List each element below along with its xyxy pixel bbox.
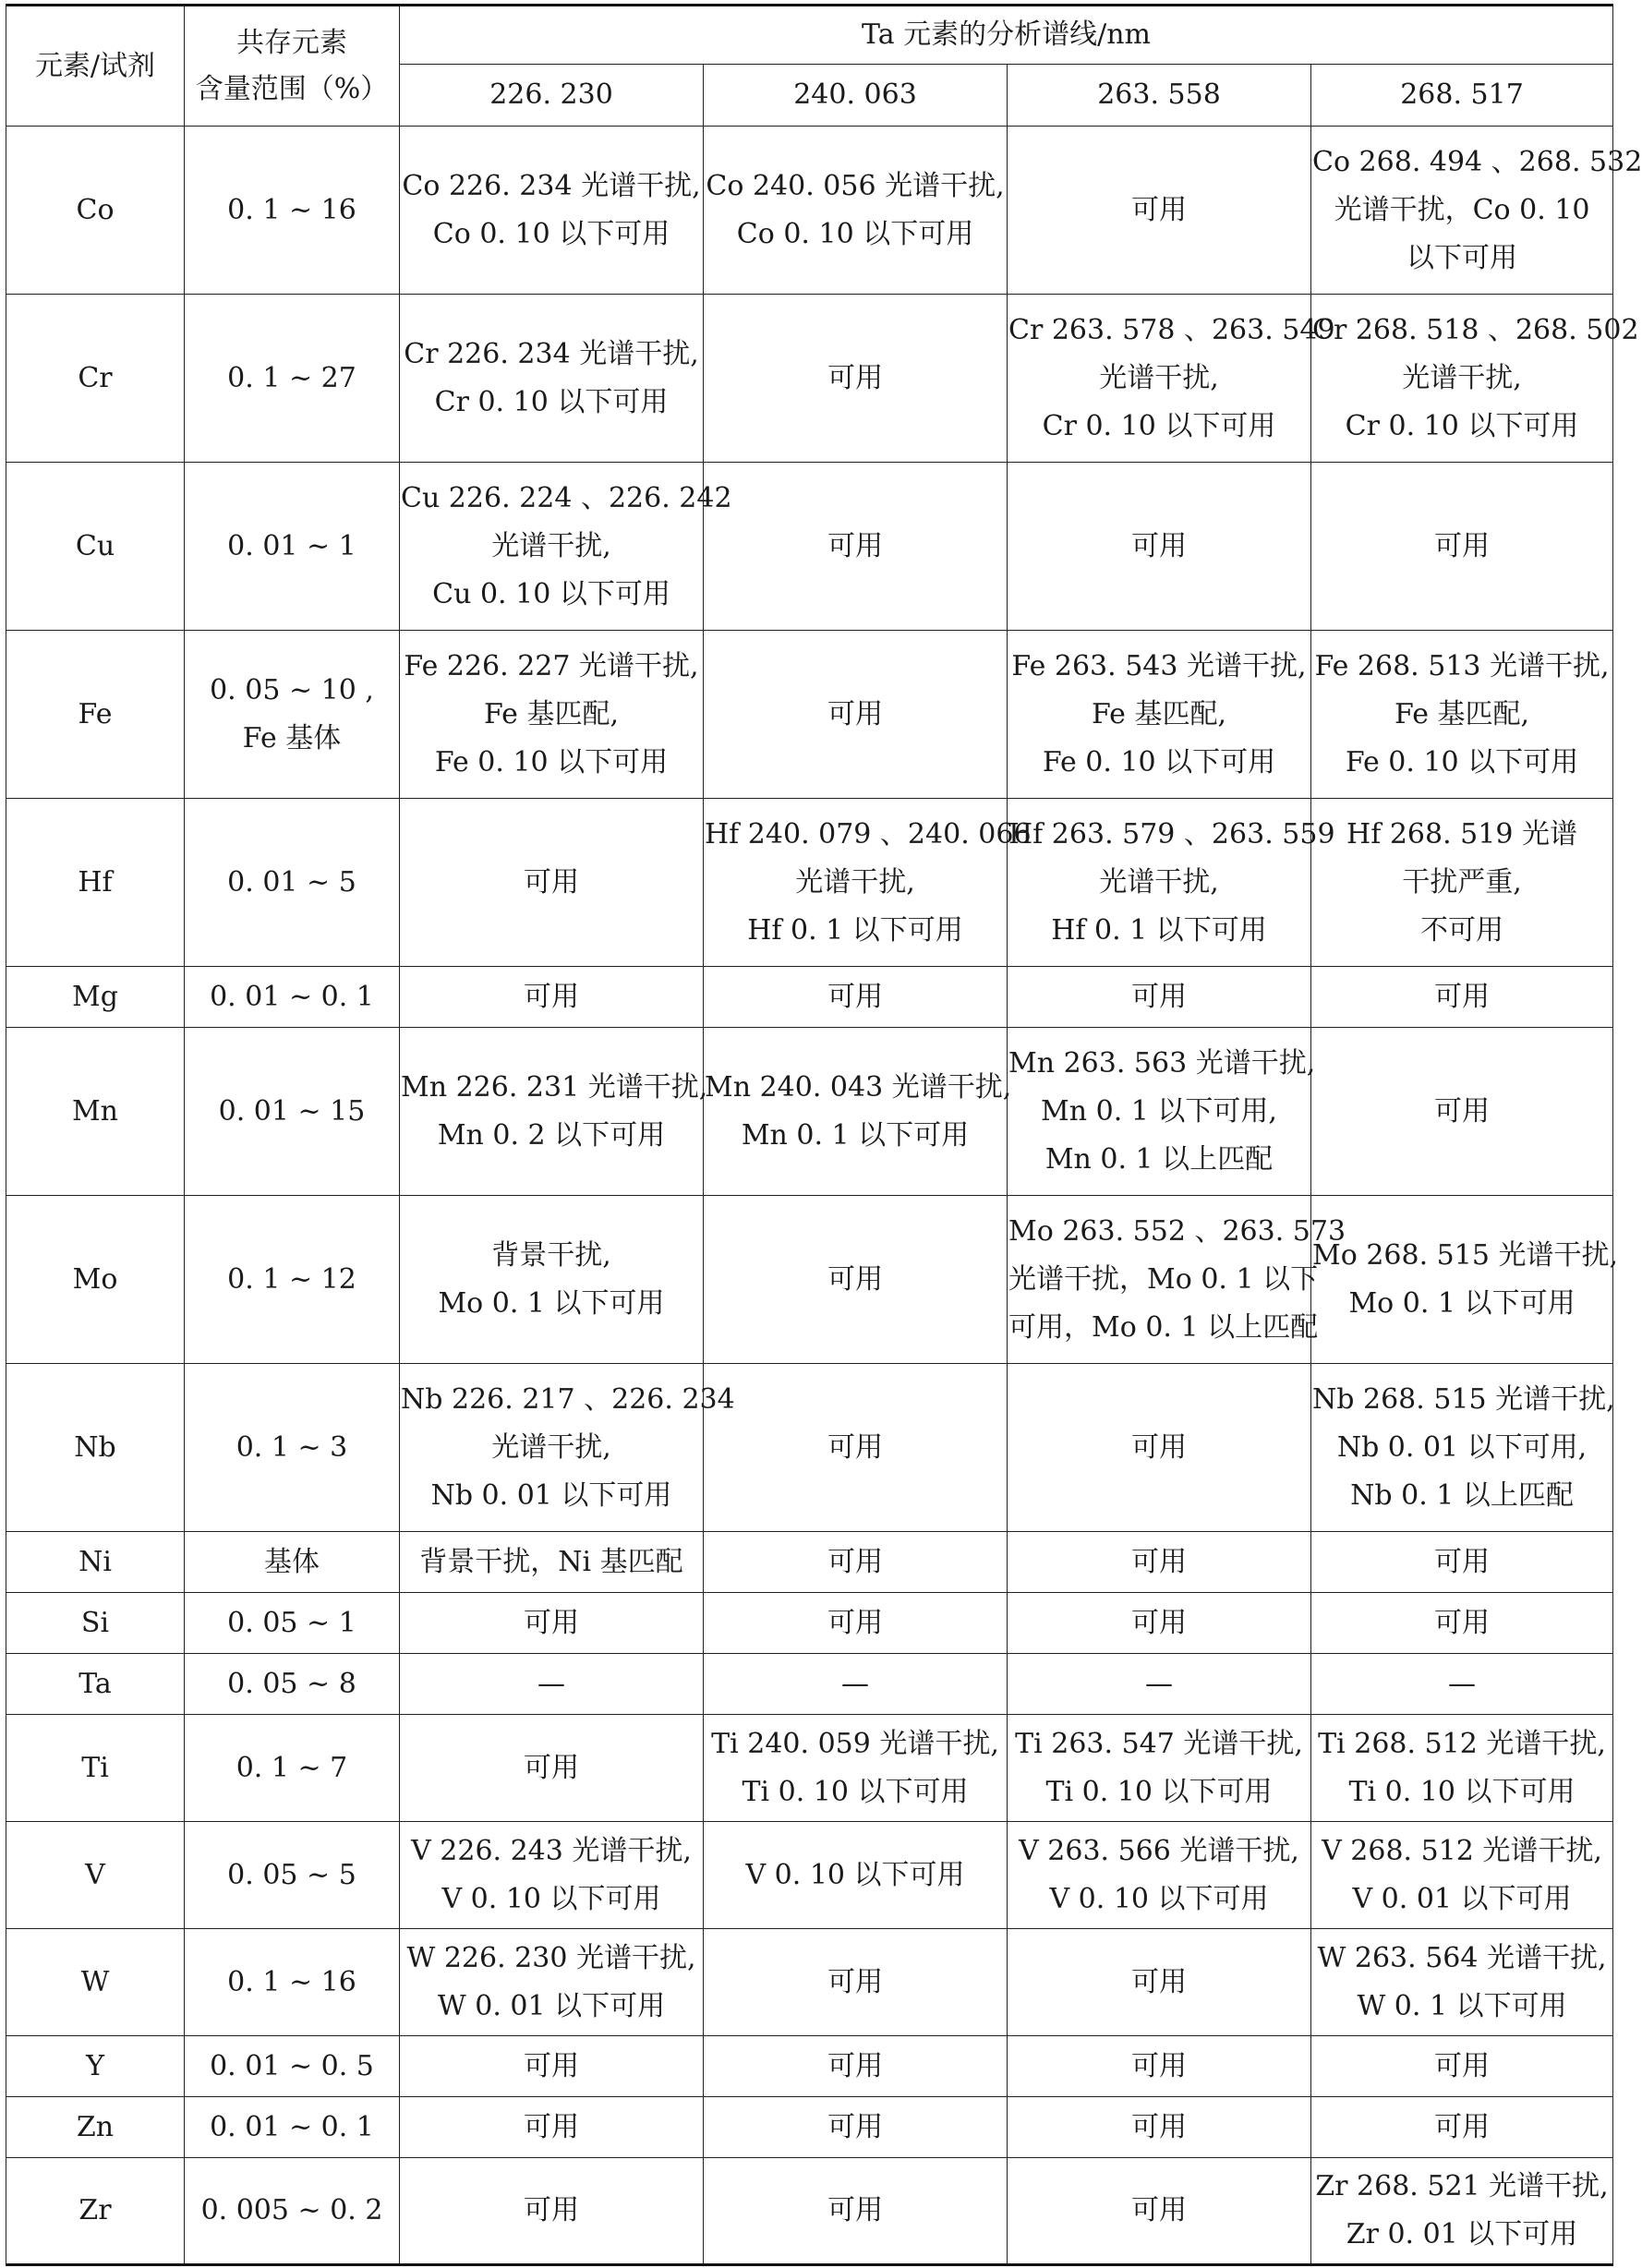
range-cell bbox=[185, 2097, 400, 2158]
range-line: 0. 01 ~ 0. 1 bbox=[210, 2110, 374, 2143]
cell-line: 光谱干扰, bbox=[1099, 865, 1219, 899]
cell-line: Fe 263. 543 光谱干扰, bbox=[1011, 649, 1307, 682]
cell-line: Mn 0. 1 以上匹配 bbox=[1044, 1142, 1274, 1176]
interference-cell bbox=[704, 2036, 1008, 2097]
range-cell bbox=[185, 1532, 400, 1593]
element-cell: Y bbox=[6, 2036, 185, 2097]
cell-line: 可用 bbox=[1131, 1430, 1187, 1464]
range-cell bbox=[185, 799, 400, 967]
cell-line: V 263. 566 光谱干扰, bbox=[1019, 1834, 1299, 1867]
cell-line: Mo 263. 552 、263. 573 bbox=[1008, 1214, 1346, 1248]
cell-line: Mo 268. 515 光谱干扰, bbox=[1312, 1238, 1618, 1272]
cell-line: Fe 0. 10 以下可用 bbox=[1042, 745, 1276, 778]
element-cell: Zn bbox=[6, 2097, 185, 2158]
cell-line: 可用 bbox=[1434, 1094, 1491, 1128]
interference-cell bbox=[1311, 2036, 1613, 2097]
interference-cell bbox=[1311, 1593, 1613, 1654]
cell-line: — bbox=[1448, 1667, 1477, 1700]
range-cell bbox=[185, 2036, 400, 2097]
range-line: 0. 005 ~ 0. 2 bbox=[200, 2194, 383, 2226]
interference-cell bbox=[1311, 1532, 1613, 1593]
cell-line: Cu 226. 224 、226. 242 bbox=[401, 481, 732, 514]
cell-line: Nb 268. 515 光谱干扰, bbox=[1312, 1382, 1615, 1416]
interference-cell bbox=[1008, 295, 1335, 463]
table-row bbox=[6, 1715, 1613, 1822]
cell-line: 可用 bbox=[1131, 1545, 1187, 1578]
interference-cell bbox=[1008, 1196, 1346, 1364]
cell-line: Mn 263. 563 光谱干扰, bbox=[1008, 1046, 1316, 1080]
range-line: 0. 1 ~ 16 bbox=[227, 1965, 356, 1998]
cell-line: 光谱干扰, bbox=[795, 865, 915, 899]
interference-cell bbox=[1008, 1929, 1311, 2036]
interference-cell bbox=[1008, 799, 1335, 967]
cell-line: 光谱干扰, bbox=[491, 529, 611, 562]
cell-line: Fe 基匹配, bbox=[483, 697, 619, 730]
cell-line: Nb 0. 01 以下可用 bbox=[430, 1478, 672, 1512]
range-cell bbox=[185, 1929, 400, 2036]
interference-cell bbox=[704, 127, 1008, 295]
element-cell: Ti bbox=[6, 1715, 185, 1822]
range-cell bbox=[185, 967, 400, 1028]
range-line: 0. 01 ~ 5 bbox=[227, 865, 356, 899]
cell-line: — bbox=[841, 1667, 869, 1700]
cell-line: — bbox=[1145, 1667, 1173, 1700]
interference-cell bbox=[704, 1715, 1008, 1822]
cell-line: Ti 240. 059 光谱干扰, bbox=[711, 1727, 999, 1760]
interference-cell bbox=[1311, 127, 1642, 295]
table-row bbox=[6, 2036, 1613, 2097]
range-line: 0. 05 ~ 8 bbox=[227, 1667, 356, 1700]
header-range-line2: 含量范围（%） bbox=[195, 72, 389, 105]
interference-cell bbox=[1008, 1364, 1311, 1532]
cell-line: 可用 bbox=[524, 1751, 579, 1784]
interference-cell bbox=[1311, 967, 1613, 1028]
interference-cell bbox=[704, 1654, 1008, 1715]
interference-cell bbox=[1311, 1822, 1613, 1929]
table-row bbox=[6, 463, 1613, 631]
cell-line: V 0. 01 以下可用 bbox=[1352, 1882, 1572, 1915]
cell-line: Fe 基匹配, bbox=[1394, 697, 1530, 730]
cell-line: 可用 bbox=[524, 2194, 579, 2226]
cell-line: 可用 bbox=[1131, 1965, 1187, 1998]
table-row bbox=[6, 1028, 1613, 1196]
range-line: 0. 01 ~ 0. 5 bbox=[210, 2049, 374, 2082]
cell-line: 可用 bbox=[1434, 1545, 1491, 1578]
cell-line: Hf 268. 519 光谱 bbox=[1346, 817, 1577, 850]
interference-cell bbox=[1008, 2036, 1311, 2097]
range-cell bbox=[185, 2158, 400, 2265]
table-row bbox=[6, 2097, 1613, 2158]
interference-cell bbox=[400, 631, 704, 799]
interference-cell bbox=[704, 463, 1008, 631]
element-cell: Nb bbox=[6, 1364, 185, 1532]
cell-line: 可用 bbox=[1131, 2194, 1187, 2226]
table-row bbox=[6, 799, 1613, 967]
range-line: 0. 01 ~ 0. 1 bbox=[210, 980, 374, 1013]
table-row bbox=[6, 1593, 1613, 1654]
table-row bbox=[6, 295, 1613, 463]
range-line: 0. 05 ~ 1 bbox=[227, 1606, 356, 1639]
cell-line: 可用 bbox=[1131, 529, 1187, 562]
interference-cell bbox=[400, 2158, 704, 2265]
cell-line: Co 0. 10 以下可用 bbox=[736, 217, 974, 250]
interference-cell bbox=[1311, 1028, 1613, 1196]
interference-cell bbox=[1311, 1196, 1618, 1364]
cell-line: Mn 240. 043 光谱干扰, bbox=[705, 1070, 1012, 1104]
cell-line: 可用 bbox=[827, 697, 883, 730]
cell-line: Fe 268. 513 光谱干扰, bbox=[1314, 649, 1610, 682]
cell-line: 可用 bbox=[827, 1430, 883, 1464]
table-wrapper bbox=[6, 4, 1642, 2266]
cell-line: Mn 0. 2 以下可用 bbox=[437, 1118, 666, 1152]
cell-line: 可用 bbox=[827, 1545, 883, 1578]
interference-cell bbox=[1008, 1715, 1311, 1822]
cell-line: Ti 268. 512 光谱干扰, bbox=[1318, 1727, 1606, 1760]
range-line: Fe 基体 bbox=[242, 721, 342, 754]
range-cell bbox=[185, 295, 400, 463]
cell-line: 可用 bbox=[827, 529, 883, 562]
interference-cell bbox=[704, 1593, 1008, 1654]
interference-cell bbox=[400, 967, 704, 1028]
interference-cell bbox=[1008, 1532, 1311, 1593]
header-element: 元素/试剂 bbox=[6, 6, 185, 127]
cell-line: V 268. 512 光谱干扰, bbox=[1322, 1834, 1602, 1867]
interference-cell bbox=[1008, 1028, 1316, 1196]
table-row bbox=[6, 127, 1613, 295]
cell-line: 可用 bbox=[827, 1606, 883, 1639]
cell-line: 可用 bbox=[1434, 2049, 1491, 2082]
cell-line: 可用 bbox=[524, 865, 579, 899]
interference-cell bbox=[1008, 127, 1311, 295]
table-row bbox=[6, 1532, 1613, 1593]
element-cell: Mg bbox=[6, 967, 185, 1028]
cell-line: Nb 226. 217 、226. 234 bbox=[401, 1382, 735, 1416]
interference-cell bbox=[400, 1364, 735, 1532]
cell-line: Co 0. 10 以下可用 bbox=[432, 217, 670, 250]
range-line: 0. 1 ~ 3 bbox=[235, 1430, 348, 1464]
cell-line: Hf 263. 579 、263. 559 bbox=[1008, 817, 1335, 850]
interference-cell bbox=[400, 1593, 704, 1654]
cell-line: 背景干扰, bbox=[491, 1238, 611, 1272]
cell-line: 可用 bbox=[1131, 193, 1187, 226]
table-row bbox=[6, 1654, 1613, 1715]
cell-line: 光谱干扰，Co 0. 10 bbox=[1334, 193, 1590, 226]
cell-line: Ti 0. 10 以下可用 bbox=[1045, 1775, 1273, 1808]
cell-line: 可用 bbox=[827, 1262, 883, 1296]
interference-cell bbox=[1311, 1364, 1613, 1532]
table-row bbox=[6, 967, 1613, 1028]
cell-line: W 226. 230 光谱干扰, bbox=[406, 1941, 696, 1974]
cell-line: 可用 bbox=[827, 361, 883, 394]
range-cell bbox=[185, 1364, 400, 1532]
header-wavelength: 240. 063 bbox=[704, 65, 1008, 127]
element-cell: Si bbox=[6, 1593, 185, 1654]
range-cell bbox=[185, 1654, 400, 1715]
interference-cell bbox=[400, 1929, 704, 2036]
element-cell: Cu bbox=[6, 463, 185, 631]
interference-cell bbox=[704, 1196, 1008, 1364]
interference-cell bbox=[400, 2097, 704, 2158]
cell-line: Co 268. 494 、268. 532 bbox=[1312, 145, 1642, 178]
range-cell bbox=[185, 127, 400, 295]
interference-cell bbox=[400, 1715, 704, 1822]
interference-cell bbox=[704, 967, 1008, 1028]
table-row bbox=[6, 631, 1613, 799]
interference-cell bbox=[1311, 463, 1613, 631]
element-cell: Ta bbox=[6, 1654, 185, 1715]
table-row bbox=[6, 1364, 1613, 1532]
cell-line: Mn 0. 1 以下可用, bbox=[1041, 1094, 1277, 1128]
interference-cell bbox=[1008, 967, 1311, 1028]
cell-line: Fe 0. 10 以下可用 bbox=[434, 745, 669, 778]
table-header bbox=[6, 6, 1613, 127]
header-range-line1: 共存元素 bbox=[236, 26, 347, 59]
interference-table bbox=[6, 4, 1642, 2266]
range-cell bbox=[185, 1593, 400, 1654]
cell-line: 可用 bbox=[524, 2049, 579, 2082]
interference-cell bbox=[400, 1196, 704, 1364]
cell-line: Cu 0. 10 以下可用 bbox=[432, 577, 670, 610]
interference-cell bbox=[400, 2036, 704, 2097]
cell-line: Fe 0. 10 以下可用 bbox=[1345, 745, 1579, 778]
cell-line: 可用 bbox=[524, 1606, 579, 1639]
interference-cell bbox=[704, 295, 1008, 463]
header-wavelength: 263. 558 bbox=[1008, 65, 1311, 127]
cell-line: 可用 bbox=[827, 2194, 883, 2226]
header-range bbox=[185, 6, 400, 127]
interference-cell bbox=[1008, 631, 1311, 799]
cell-line: Cr 263. 578 、263. 549 bbox=[1008, 313, 1335, 346]
cell-line: 可用，Mo 0. 1 以上匹配 bbox=[1008, 1310, 1319, 1344]
interference-cell bbox=[1311, 295, 1639, 463]
range-cell bbox=[185, 463, 400, 631]
element-cell: Co bbox=[6, 127, 185, 295]
cell-line: Cr 0. 10 以下可用 bbox=[1345, 409, 1579, 442]
interference-cell bbox=[704, 2097, 1008, 2158]
cell-line: 可用 bbox=[1131, 2110, 1187, 2143]
range-cell bbox=[185, 631, 400, 799]
cell-line: Cr 226. 234 光谱干扰, bbox=[404, 337, 699, 370]
interference-cell bbox=[1311, 2158, 1613, 2265]
interference-cell bbox=[1311, 1715, 1613, 1822]
element-cell: Hf bbox=[6, 799, 185, 967]
interference-cell bbox=[1311, 1654, 1613, 1715]
interference-cell bbox=[1311, 799, 1613, 967]
cell-line: 可用 bbox=[1434, 1606, 1491, 1639]
range-line: 0. 1 ~ 27 bbox=[227, 361, 356, 394]
interference-cell bbox=[400, 295, 704, 463]
interference-cell bbox=[400, 1532, 704, 1593]
cell-line: Mn 0. 1 以下可用 bbox=[741, 1118, 970, 1152]
cell-line: Mn 226. 231 光谱干扰, bbox=[401, 1070, 708, 1104]
interference-cell bbox=[400, 799, 704, 967]
cell-line: Zr 268. 521 光谱干扰, bbox=[1315, 2170, 1609, 2202]
range-line: 基体 bbox=[264, 1545, 320, 1578]
element-cell: V bbox=[6, 1822, 185, 1929]
cell-line: W 0. 01 以下可用 bbox=[437, 1989, 666, 2022]
cell-line: Mo 0. 1 以下可用 bbox=[1348, 1286, 1576, 1320]
interference-cell bbox=[400, 1822, 704, 1929]
interference-cell bbox=[704, 2158, 1008, 2265]
cell-line: Hf 240. 079 、240. 066 bbox=[705, 817, 1032, 850]
range-line: 0. 01 ~ 15 bbox=[218, 1094, 366, 1128]
cell-line: 可用 bbox=[827, 1965, 883, 1998]
range-line: 0. 1 ~ 7 bbox=[235, 1751, 348, 1784]
interference-cell bbox=[400, 1654, 704, 1715]
interference-cell bbox=[704, 1929, 1008, 2036]
cell-line: W 0. 1 以下可用 bbox=[1357, 1989, 1567, 2022]
table-body bbox=[6, 127, 1642, 2265]
interference-cell bbox=[1008, 2158, 1311, 2265]
range-cell bbox=[185, 1822, 400, 1929]
element-cell: Mo bbox=[6, 1196, 185, 1364]
cell-line: 光谱干扰, bbox=[1099, 361, 1219, 394]
cell-line: 可用 bbox=[1131, 2049, 1187, 2082]
interference-cell bbox=[1008, 2097, 1311, 2158]
range-line: 0. 01 ~ 1 bbox=[227, 529, 356, 562]
range-cell bbox=[185, 1715, 400, 1822]
cell-line: W 263. 564 光谱干扰, bbox=[1317, 1941, 1607, 1974]
cell-line: Zr 0. 01 以下可用 bbox=[1346, 2218, 1578, 2250]
cell-line: 可用 bbox=[524, 980, 579, 1013]
range-line: 0. 05 ~ 5 bbox=[227, 1858, 356, 1891]
cell-line: 不可用 bbox=[1420, 913, 1504, 947]
cell-line: 可用 bbox=[1131, 980, 1187, 1013]
element-cell: Zr bbox=[6, 2158, 185, 2265]
cell-line: 光谱干扰, bbox=[1402, 361, 1522, 394]
interference-cell bbox=[1008, 463, 1311, 631]
interference-cell bbox=[1311, 631, 1613, 799]
interference-cell bbox=[1008, 1593, 1311, 1654]
interference-cell bbox=[704, 631, 1008, 799]
cell-line: Hf 0. 1 以下可用 bbox=[1051, 913, 1267, 947]
cell-line: Fe 基匹配, bbox=[1091, 697, 1226, 730]
range-cell bbox=[185, 1028, 400, 1196]
table-row bbox=[6, 1929, 1613, 2036]
interference-cell bbox=[704, 1822, 1008, 1929]
cell-line: 以下可用 bbox=[1407, 241, 1518, 274]
header-group-label: Ta 元素的分析谱线/nm bbox=[400, 6, 1613, 65]
interference-cell bbox=[704, 1532, 1008, 1593]
cell-line: Cr 0. 10 以下可用 bbox=[1042, 409, 1276, 442]
cell-line: 光谱干扰, bbox=[491, 1430, 611, 1464]
cell-line: 可用 bbox=[524, 2110, 579, 2143]
cell-line: Nb 0. 01 以下可用, bbox=[1336, 1430, 1588, 1464]
cell-line: V 0. 10 以下可用 bbox=[441, 1882, 661, 1915]
header-wavelength: 268. 517 bbox=[1311, 65, 1613, 127]
header-wavelength: 226. 230 bbox=[400, 65, 704, 127]
table-row bbox=[6, 1822, 1613, 1929]
element-cell: Fe bbox=[6, 631, 185, 799]
table-row bbox=[6, 1196, 1613, 1364]
range-line: 0. 05 ~ 10 , bbox=[210, 673, 374, 706]
cell-line: 可用 bbox=[1434, 980, 1491, 1013]
interference-cell bbox=[704, 799, 1032, 967]
interference-cell bbox=[400, 463, 732, 631]
cell-line: V 0. 10 以下可用 bbox=[745, 1858, 965, 1891]
cell-line: Nb 0. 1 以上匹配 bbox=[1350, 1478, 1574, 1512]
cell-line: 可用 bbox=[1434, 529, 1491, 562]
element-cell: Cr bbox=[6, 295, 185, 463]
cell-line: Mo 0. 1 以下可用 bbox=[438, 1286, 665, 1320]
element-cell: Mn bbox=[6, 1028, 185, 1196]
range-line: 0. 1 ~ 16 bbox=[227, 193, 356, 226]
cell-line: — bbox=[537, 1667, 565, 1700]
cell-line: 可用 bbox=[827, 980, 883, 1013]
cell-line: V 0. 10 以下可用 bbox=[1049, 1882, 1269, 1915]
range-cell bbox=[185, 1196, 400, 1364]
cell-line: 光谱干扰，Mo 0. 1 以下 bbox=[1008, 1262, 1319, 1296]
cell-line: Ti 0. 10 以下可用 bbox=[742, 1775, 969, 1808]
interference-cell bbox=[1311, 1929, 1613, 2036]
interference-cell bbox=[704, 1028, 1012, 1196]
cell-line: Ti 0. 10 以下可用 bbox=[1348, 1775, 1576, 1808]
interference-cell bbox=[1008, 1822, 1311, 1929]
cell-line: Co 226. 234 光谱干扰, bbox=[402, 169, 701, 202]
cell-line: 干扰严重, bbox=[1402, 865, 1522, 899]
cell-line: Hf 0. 1 以下可用 bbox=[747, 913, 963, 947]
cell-line: V 226. 243 光谱干扰, bbox=[411, 1834, 692, 1867]
cell-line: 背景干扰，Ni 基匹配 bbox=[419, 1545, 683, 1578]
cell-line: 可用 bbox=[1434, 2110, 1491, 2143]
element-cell: W bbox=[6, 1929, 185, 2036]
cell-line: Fe 226. 227 光谱干扰, bbox=[404, 649, 699, 682]
cell-line: Cr 268. 518 、268. 502 bbox=[1312, 313, 1639, 346]
interference-cell bbox=[400, 1028, 708, 1196]
element-cell: Ni bbox=[6, 1532, 185, 1593]
cell-line: Ti 263. 547 光谱干扰, bbox=[1015, 1727, 1303, 1760]
cell-line: 可用 bbox=[827, 2049, 883, 2082]
interference-cell bbox=[1311, 2097, 1613, 2158]
interference-cell bbox=[704, 1364, 1008, 1532]
range-line: 0. 1 ~ 12 bbox=[227, 1262, 356, 1296]
cell-line: 可用 bbox=[1131, 1606, 1187, 1639]
interference-cell bbox=[400, 127, 704, 295]
cell-line: Cr 0. 10 以下可用 bbox=[434, 385, 669, 418]
cell-line: 可用 bbox=[827, 2110, 883, 2143]
interference-cell bbox=[1008, 1654, 1311, 1715]
cell-line: Co 240. 056 光谱干扰, bbox=[706, 169, 1005, 202]
table-row bbox=[6, 2158, 1613, 2265]
